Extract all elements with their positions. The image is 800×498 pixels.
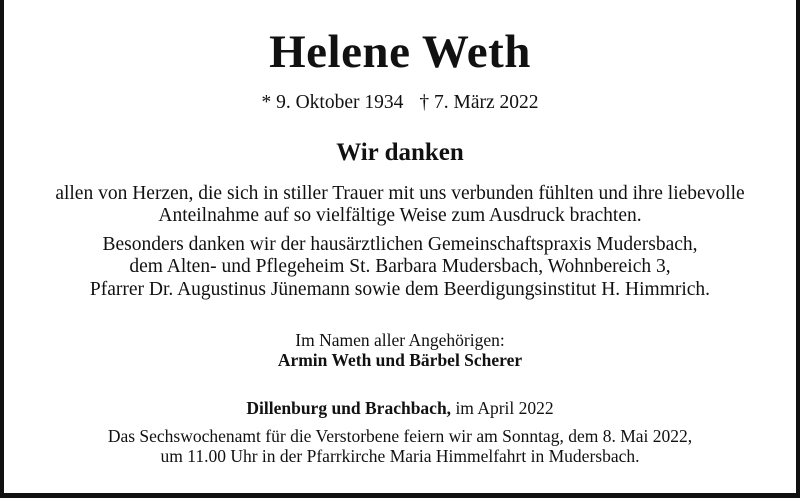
place: Dillenburg und Brachbach, <box>246 398 452 418</box>
date: im April 2022 <box>451 398 554 418</box>
special-thanks-line: Pfarrer Dr. Augustinus Jünemann sowie dem Beerdigungsinstitut H. Himmrich. <box>89 279 711 300</box>
thanks-text-line: allen von Herzen, die sich in stiller Trauer mit uns verbunden fühlten und ihre liebevolle <box>55 183 745 204</box>
place-and-date <box>4 398 796 418</box>
life-dates <box>4 91 796 115</box>
thanks-text-line: Anteilnahme auf so vielfältige Weise zum Ausdruck brachten. <box>158 205 642 226</box>
deceased-name: Helene Weth <box>269 26 531 78</box>
memorial-service-line: Das Sechswochenamt für die Verstorbene feiern wir am Sonntag, dem 8. Mai 2022, <box>107 426 693 446</box>
signers: Armin Weth und Bärbel Scherer <box>277 350 523 370</box>
on-behalf-label: Im Namen aller Angehörigen: <box>295 330 505 350</box>
memorial-service-line: um 11.00 Uhr in der Pfarrkirche Maria Himmelfahrt in Mudersbach. <box>160 446 640 466</box>
birth-date: * 9. Oktober 1934 <box>261 92 404 113</box>
death-date: † 7. März 2022 <box>419 92 539 113</box>
special-thanks-line: Besonders danken wir der hausärztlichen Gemeinschaftspraxis Mudersbach, <box>102 234 698 255</box>
thanks-heading: Wir danken <box>336 139 464 166</box>
special-thanks-line: dem Alten- und Pflegeheim St. Barbara Mudersbach, Wohnbereich 3, <box>129 256 671 277</box>
